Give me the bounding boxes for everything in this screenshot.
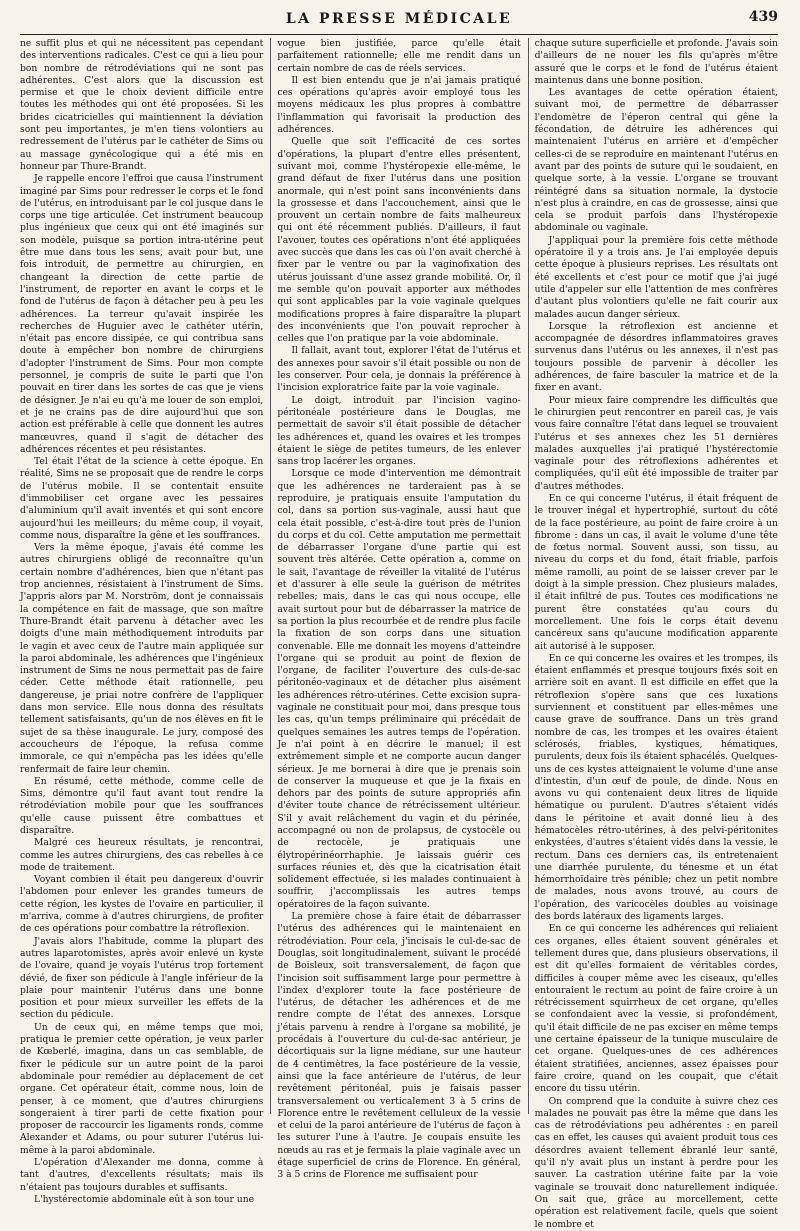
- paragraph: En ce qui concerne les adhérences qui reliaient ces organes, elles étaient souvent générales et tellement dures que, dans plusieurs observations, il est dit qu'elles formaient de véritables cordes, difficiles à couper même avec les ciseaux, qu'elles entouraient le rectum au point de faire croire à un rétrécissement squirrheux de cet organe, qu'elles se confondaient avec la vessie, si profondément, qu'il était difficile de ne pas exciser en même temps une certaine épaisseur de la tunique musculaire de cet organe. Quelques-unes de ces adhérences étaient stratifiées, anciennes, assez épaisses pour faire croire, quand on les coupait, que c'était encore du tissu utérin.: [534, 923, 778, 1095]
- header-rule: [20, 34, 778, 35]
- paragraph: En ce qui concerne les ovaires et les trompes, ils étaient enflammés et presque toujours fixés soit en arrière soit en avant. Il est difficile en effet que la rétroflexion s'opère sans que ces luxations surviennent et constituent par elles-mêmes une cause grave de souffrance. Dans un très grand nombre de cas, les trompes et les ovaires étaient sclérosés, friables, kystiques, hématiques, purulents, deux fois ils étaient sphacélés. Quelques-uns de ces kystes atteignaient le volume d'une anse d'intestin, d'un œuf de poule, de dinde. Nous en avons vu qui contenaient deux litres de liquide hématique ou purulent. D'autres s'étaient vidés dans le péritoine et avait donné lieu à des hématocèles rétro-utérines, à des pelvi-péritonites enkystées, d'autres s'étaient vidés dans la vessie, le rectum. Dans ces derniers cas, ils entretenaient une diarrhée purulente, du ténesme et un état hémorrhoïdaire très pénible; chez un petit nombre de malades, nous avons trouvé, au cours de l'opération, des varicocèles doubles au voisinage des bords latéraux des ligaments larges.: [534, 652, 778, 923]
- journal-title: LA PRESSE MÉDICALE: [285, 11, 513, 27]
- paragraph: Pour mieux faire comprendre les difficultés que le chirurgien peut rencontrer en pareil cas, je vais vous faire connaître l'état dans lequel se trouvaient l'utérus et ses annexes chez les 51 dernières malades auxquelles j'ai pratiqué l'hystérectomie vaginale pour des rétroflexions adhérentes et compliquées, qu'il eût été impossible de traiter par d'autres méthodes.: [534, 394, 778, 492]
- paragraph: L'hystérectomie abdominale eût à son tour une: [34, 1193, 255, 1205]
- paragraph: Voyant combien il était peu dangereux d'ouvrir l'abdomen pour enlever les grandes tumeurs de cette région, les kystes de l'ovaire en particulier, il m'arriva, comme à d'autres chirurgiens, de profiter de ces opérations pour combattre la rétroflexion.: [20, 874, 264, 935]
- page-number: 439: [748, 9, 778, 25]
- paragraph: Les avantages de cette opération étaient, suivant moi, de permettre de débarrasser l'endomètre de l'éperon central qui gêne la fécondation, de détruire les adhérences qui maintenaient l'utérus en arrière et d'empêcher celles-ci de se reproduire en maintenant l'utérus en avant par des points de suture qui le soudaient, en quelque sorte, à la vessie. L'organe se trouvant réintégré dans sa situation normale, la dystocie n'est plus à craindre, en cas de grossesse, ainsi que cela se produit parfois dans l'hystéropexie abdominale ou vaginale.: [534, 87, 778, 234]
- paragraph: Le doigt, introduit par l'incision vagino-péritonéale postérieure dans le Douglas, me permettait de savoir s'il était possible de détacher les adhérences et, quand les ovaires et les trompes étaient le siège de petites tumeurs, de les enlever sans trop lacérer les organes.: [277, 394, 521, 468]
- paragraph: Vers la même époque, j'avais été comme les autres chirurgiens obligé de reconnaître qu'un certain nombre d'adhérences, bien que n'étant pas trop anciennes, résistaient à l'instrument de Sims. J'appris alors par M. Norström, dont je connaissais la compétence en fait de massage, que son maître Thure-Brandt était parvenu à détacher avec les doigts d'une main méthodiquement introduits par le vagin et avec ceux de l'autre main appliquée sur la paroi abdominale, les adhérences que l'ingénieux instrument de Sims ne nous permettait pas de faire céder. Cette méthode était rationnelle, peu dangereuse, je priai notre confrère de l'appliquer dans mon service. Elle nous donna des résultats tellement satisfaisants, qu'un de nos élèves en fit le sujet de sa thèse inaugurale. Le jury, composé des accoucheurs de l'époque, la refusa comme immorale, ce qui n'empêcha pas les idées qu'elle renfermait de faire leur chemin.: [20, 542, 264, 775]
- paragraph: En ce qui concerne l'utérus, il était fréquent de le trouver inégal et hypertrophié, surtout du côté de la face postérieure, au point de faire croire à un fibrome : dans un cas, il avait le volume d'une tête de fœtus normal. Souvent aussi, son tissu, au niveau du corps et du fond, était friable, parfois même ramolli, au point de se laisser crever par le doigt à la simple pression. Chez plusieurs malades, il était infiltré de pus. Toutes ces modifications ne purent être constatées qu'au cours du morcellement. Une fois le corps était devenu cancéreux sans qu'aucune modification apparente ait autorisé à le supposer.: [534, 492, 778, 652]
- paragraph: Tel était l'état de la science à cette époque. En réalité, Sims ne se proposait que de rendre le corps de l'utérus mobile. Il se contentait ensuite d'immobiliser cet organe avec les pessaires d'aluminium qu'il avait inventés et qui sont encore aujourd'hui les meilleurs; du même coup, il voyait, comme nous, disparaître la gêne et les souffrances.: [20, 456, 264, 541]
- paragraph: Lorsque la rétroflexion est ancienne et accompagnée de désordres inflammatoires graves survenus dans l'utérus ou les annexes, il n'est pas toujours possible de parvenir à décoller les adhérences, de faire basculer la matrice et de la fixer en avant.: [534, 320, 778, 394]
- paragraph: Je rappelle encore l'effroi que causa l'instrument imaginé par Sims pour redresser le corps et le fond de l'utérus, en introduisant par le col jusque dans le corps une tige articulée. Cet instrument beaucoup plus ingénieux que ceux qui ont été imaginés sur son modèle, puisque sa portion intra-utérine peut être mue dans tous les sens, avait pour but, une fois introduit, de permettre au chirurgien, en changeant la direction de cette partie de l'instrument, de reporter en avant le corps et le fond de l'utérus de façon à détacher peu à peu les adhérences. La terreur qu'avait inspirée les recherches de Huguier avec le cathéter utérin, n'était pas encore dissipée, ce qui contribua sans doute à empêcher bon nombre de chirurgiens d'adopter l'instrument de Sims. Pour mon compte personnel, je compris de suite le parti que l'on pouvait en tirer dans les sortes de cas que je viens de désigner. Je n'ai eu qu'à me louer de son emploi, et je ne crains pas de dire aujourd'hui que son action est préférable à celle que donnent les autres manœuvres, quand il s'agit de détacher des adhérences récentes et peu résistantes.: [20, 173, 264, 455]
- article-columns: [20, 38, 778, 1230]
- paragraph: Il fallait, avant tout, explorer l'état de l'utérus et des annexes pour savoir s'il était possible ou non de les conserver. Pour cela, je donnais la préférence à l'incision exploratrice faite par la voie vaginale.: [277, 345, 521, 394]
- paragraph: L'opération d'Alexander me donna, comme à tant d'autres, d'excellents résultats; mais ils n'étaient pas toujours durables et suffisants.: [20, 1157, 264, 1193]
- paragraph: La première chose à faire était de débarrasser l'utérus des adhérences qui le maintenaient en rétrodéviation. Pour cela, j'incisais le cul-de-sac de Douglas, soit longitudinalement, suivant le procédé de Boisleux, soit transversalement, de façon que l'incision soit suffisamment large pour permettre à l'index d'explorer toute la face postérieure de l'utérus, de détacher les adhérences et de me rendre compte de l'état des annexes. Lorsque j'étais parvenu à rendre à l'organe sa mobilité, je procédais à l'ouverture du cul-de-sac antérieur, je décortiquais sur la ligne médiane, sur une hauteur de 4 centimètres, la face postérieure de la vessie, ainsi que la face antérieure de l'utérus, de leur revêtement péritonéal, puis je faisais passer transversalement ou verticalement 3 à 5 crins de Florence entre le revêtement celluleux de la vessie et celui de la paroi antérieure de l'utérus de façon à les suturer l'une à l'autre. Je coupais ensuite les nœuds au ras et je fermais la plaie vaginale avec un étage superficiel de crins de Florence. En général, 3 à 5 crins de Florence me suffisaient pour: [277, 911, 521, 1181]
- page-header: [20, 6, 778, 32]
- paragraph: Un de ceux qui, en même temps que moi, pratiqua le premier cette opération, je veux parler de Kœberlé, imagina, dans un cas semblable, de fixer le pédicule sur un autre point de la paroi abdominale pour remédier au déplacement de cet organe. Cet opérateur était, comme nous, loin de penser, à ce moment, que d'autres chirurgiens songeraient à tirer parti de cette fixation pour proposer de raccourcir les ligaments ronds, comme Alexander et Adams, ou pour suturer l'utérus lui-même à la paroi abdominale.: [20, 1021, 264, 1156]
- paragraph: Lorsque ce mode d'intervention me démontrait que les adhérences ne tarderaient pas à se reproduire, je pratiquais ensuite l'amputation du col, dans sa portion sus-vaginale, aussi haut que cela était possible, c'est-à-dire tout près de l'union du corps et du col. Cette amputation me permettait de débarrasser l'organe d'une partie qui est souvent très altérée. Cette opération a, comme on le sait, l'avantage de réveiller la vitalité de l'utérus et d'assurer à elle seule la guérison de métrites rebelles; mais, dans le cas qui nous occupe, elle avait surtout pour but de débarrasser la matrice de sa portion la plus recourbée et de rendre plus facile la fixation de son corps dans une situation convenable. Elle me donnait les moyens d'atteindre l'organe qui se produit au point de flexion de l'organe, de faciliter l'ouverture des culs-de-sac péritonéo-vaginaux et de détacher plus aisément les adhérences rétro-utérines. Cette excision supra-vaginale ne constituait pour moi, dans presque tous les cas, qu'un temps préliminaire qui précédait de quelques semaines les autres temps de l'opération. Je n'ai point à en décrire le manuel; il est extrêmement simple et ne comporte aucun danger sérieux. Je me bornerai à dire que je prenais soin de conserver la muqueuse et que je la fixais en dehors par des points de suture appropriés afin d'éviter toute chance de rétrécissement ultérieur. S'il y avait relâchement du vagin et du périnée, accompagné ou non de prolapsus, de cystocèle ou de rectocèle, je pratiquais une élytropérinéorrhaphie. Je laissais guérir ces surfaces réunies et, dès que la cicatrisation était solidement effectuée, si les malades continuaient à souffrir, j'accomplissais les autres temps opératoires de la façon suivante.: [277, 468, 521, 910]
- paragraph: Quelle que soit l'efficacité de ces sortes d'opérations, la plupart d'entre elles présentent, suivant moi, comme l'hystéropexie elle-même, le grand défaut de fixer l'utérus dans une position anormale, qui n'est point sans inconvénients dans la grossesse et dans l'accouchement, ainsi que le prouvent un certain nombre de faits malheureux qui ont été récemment publiés. D'ailleurs, il faut l'avouer, toutes ces opérations n'ont été appliquées avec succès que dans les cas où l'on avait cherché à fixer par le ventre ou par la vaginofixation des utérus jouissant d'une assez grande mobilité. Or, il me semble qu'on pouvait apporter aux méthodes qui sont applicables par la voie vaginale quelques modifications propres à faire disparaître la plupart des inconvénients que l'on pouvait reprocher à celles que l'on pratique par la voie abdominale.: [277, 136, 521, 345]
- paragraph: J'appliquai pour la première fois cette méthode opératoire il y a trois ans. Je l'ai employée depuis cette époque à plusieurs reprises. Les résultats ont été excellents et c'est pour ce motif que j'ai jugé utile d'appeler sur elle l'attention de mes confrères d'autant plus volontiers qu'elle ne fait courir aux malades aucun danger sérieux.: [534, 234, 778, 320]
- paragraph: Malgré ces heureux résultats, je rencontrai, comme les autres chirurgiens, des cas rebelles à ce mode de traitement.: [20, 837, 264, 873]
- column-right: [528, 38, 778, 1230]
- paragraph: On comprend que la conduite à suivre chez ces malades ne pouvait pas être la même que dans les cas de rétrodéviations peu adhérentes : en pareil cas en effet, les causes qui avaient produit tous ces désordres avaient tellement ébranlé leur santé, qu'il n'y avait plus un instant à perdre pour les sauver. La castration utérine faite par la voie vaginale se trouvait donc naturellement indiquée. On sait que, grâce au morcellement, cette opération est relativement facile, quels que soient le nombre et: [534, 1095, 778, 1230]
- paragraph: ne suffit plus et qui ne nécessitent pas cependant des interventions radicales. C'est ce qui a lieu pour bon nombre de rétrodéviations qui ne sont pas adhérentes. C'est alors que la discussion est permise et que le choix devient difficile entre toutes les méthodes qui ont été proposées. Si les brides cicatricielles qui maintiennent la déviation sont peu importantes, je m'en tiens volontiers au redressement de l'utérus par le cathéter de Sims ou au massage gynécologique qui a été mis en honneur par Thure-Brandt.: [20, 38, 264, 172]
- column-middle: [270, 38, 521, 1181]
- paragraph: chaque suture superficielle et profonde. J'avais soin d'ailleurs de ne nouer les fils qu'après m'être assuré que le corps et le fond de l'utérus étaient maintenus dans une bonne position.: [534, 38, 778, 86]
- paragraph: En résumé, cette méthode, comme celle de Sims, démontre qu'il faut avant tout rendre la rétrodéviation mobile pour que les souffrances qu'elle cause puissent être combattues et disparaître.: [20, 775, 264, 836]
- column-left: [20, 38, 264, 1205]
- paragraph: vogue bien justifiée, parce qu'elle était parfaitement rationnelle; elle me rendit dans un certain nombre de cas de réels services.: [277, 38, 521, 74]
- paragraph: J'avais alors l'habitude, comme la plupart des autres laparotomistes, après avoir enlevé un kyste de l'ovaire, quand je voyais l'utérus trop fortement dévié, de fixer son pédicule à l'angle inférieur de la plaie pour maintenir l'utérus dans une bonne position et pour mieux surveiller les effets de la section du pédicule.: [20, 935, 264, 1021]
- paragraph: Il est bien entendu que je n'ai jamais pratiqué ces opérations qu'après avoir employé tous les moyens médicaux les plus propres à combattre l'inflammation qui favorisait la production des adhérences.: [277, 74, 521, 136]
